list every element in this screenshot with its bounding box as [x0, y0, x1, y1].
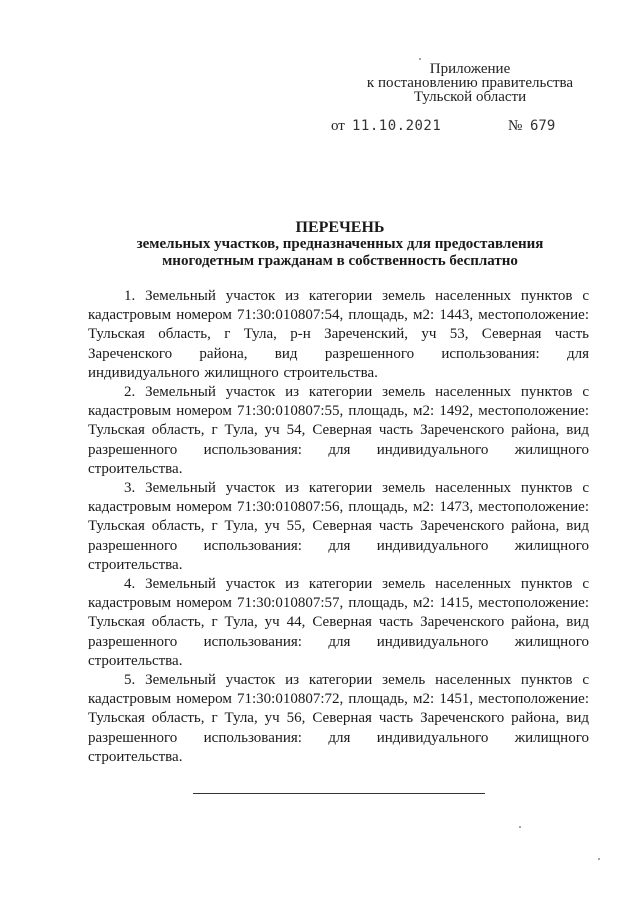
scan-speck: [419, 58, 421, 60]
list-item: 5. Земельный участок из категории земель населенных пунктов с кадастровым номером 71:30:010807:72, площадь, м2: 1451, местоположение: Тульская область, г Тула, уч 56, Северная часть Зареченского района, вид разрешенного использования: для индивидуального жилищного строительства.: [88, 672, 589, 765]
decree-number: 679: [530, 118, 556, 134]
land-plot-list: [88, 287, 589, 767]
list-item: 2. Земельный участок из категории земель населенных пунктов с кадастровым номером 71:30:010807:55, площадь, м2: 1492, местоположение: Тульская область, г Тула, уч 54, Северная часть Зареченского района, вид разрешенного использования: для индивидуального жилищного строительства.: [88, 384, 589, 477]
number-sign: №: [508, 118, 523, 134]
decree-date: 11.10.2021: [352, 118, 442, 134]
scan-speck: [598, 858, 600, 860]
title-main: ПЕРЕЧЕНЬ: [295, 219, 385, 236]
document-title: [60, 219, 620, 270]
list-item: 3. Земельный участок из категории земель населенных пунктов с кадастровым номером 71:30:010807:56, площадь, м2: 1473, местоположение: Тульская область, г Тула, уч 55, Северная часть Зареченского района, вид разрешенного использования: для индивидуального жилищного строительства.: [88, 480, 589, 573]
list-item: 4. Земельный участок из категории земель населенных пунктов с кадастровым номером 71:30:010807:57, площадь, м2: 1415, местоположение: Тульская область, г Тула, уч 44, Северная часть Зареченского района, вид разрешенного использования: для индивидуального жилищного строительства.: [88, 576, 589, 669]
appendix-line-1: Приложение: [429, 61, 511, 77]
date-prefix: от: [331, 118, 345, 134]
title-line-2: земельных участков, предназначенных для предоставления: [136, 236, 544, 252]
list-item: 1. Земельный участок из категории земель населенных пунктов с кадастровым номером 71:30:010807:54, площадь, м2: 1443, местоположение: Тульская область, г Тула, р-н Зареченский, уч 53, Северная часть Зареченского района, вид разрешенного использования: для индивидуального жилищного строительства.: [88, 288, 589, 381]
appendix-header: [330, 62, 610, 104]
appendix-line-2: к постановлению правительства: [366, 75, 574, 91]
scan-speck: [519, 826, 521, 828]
closing-rule: [193, 793, 485, 794]
appendix-line-3: Тульской области: [413, 89, 527, 105]
title-line-3: многодетным гражданам в собственность бесплатно: [162, 253, 518, 269]
